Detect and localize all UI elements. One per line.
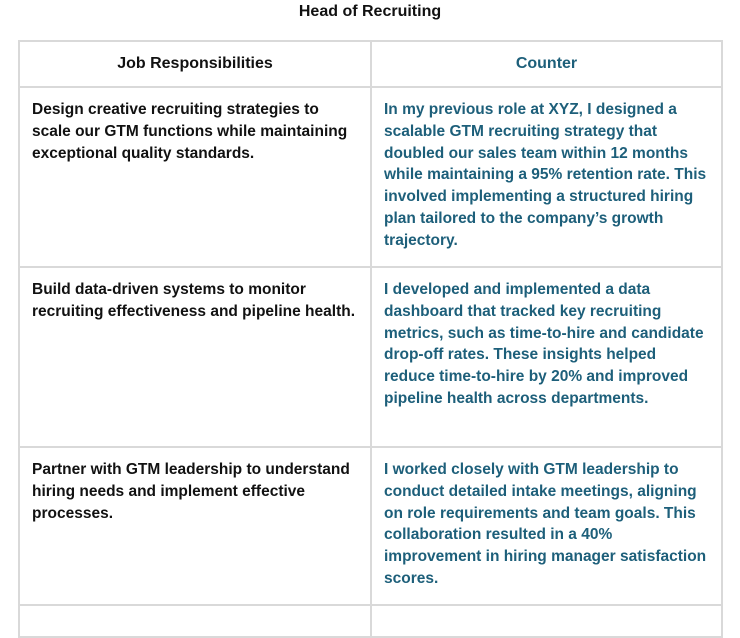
counter-cell: I developed and implemented a data dashboard that tracked key recruiting metrics, such as time-to-hire and candidate drop-off rates. These insights helped reduce time-to-hire by 20% and improved pipeline health across departments. <box>371 267 722 447</box>
table-row <box>19 447 722 605</box>
responsibility-cell: Build data-driven systems to monitor recruiting effectiveness and pipeline health. <box>19 267 371 447</box>
header-counter: Counter <box>371 41 722 87</box>
responsibilities-table <box>18 40 723 638</box>
page-title: Head of Recruiting <box>298 3 442 20</box>
counter-cell: I worked closely with GTM leadership to conduct detailed intake meetings, aligning on role requirements and team goals. This collaboration resulted in a 40% improvement in hiring manager satisfaction scores. <box>371 447 722 605</box>
responsibility-cell-empty <box>19 605 371 637</box>
counter-cell-empty <box>371 605 722 637</box>
header-job-responsibilities: Job Responsibilities <box>19 41 371 87</box>
table-row <box>19 87 722 267</box>
responsibilities-table-container <box>18 40 721 638</box>
table-row-partial <box>19 605 722 637</box>
table-row <box>19 267 722 447</box>
responsibility-cell: Partner with GTM leadership to understand hiring needs and implement effective processes. <box>19 447 371 605</box>
responsibility-cell: Design creative recruiting strategies to scale our GTM functions while maintaining exceptional quality standards. <box>19 87 371 267</box>
counter-cell: In my previous role at XYZ, I designed a scalable GTM recruiting strategy that doubled our sales team within 12 months while maintaining a 95% retention rate. This involved implementing a structured hiring plan tailored to the company’s growth trajectory. <box>371 87 722 267</box>
table-header-row <box>19 41 722 87</box>
